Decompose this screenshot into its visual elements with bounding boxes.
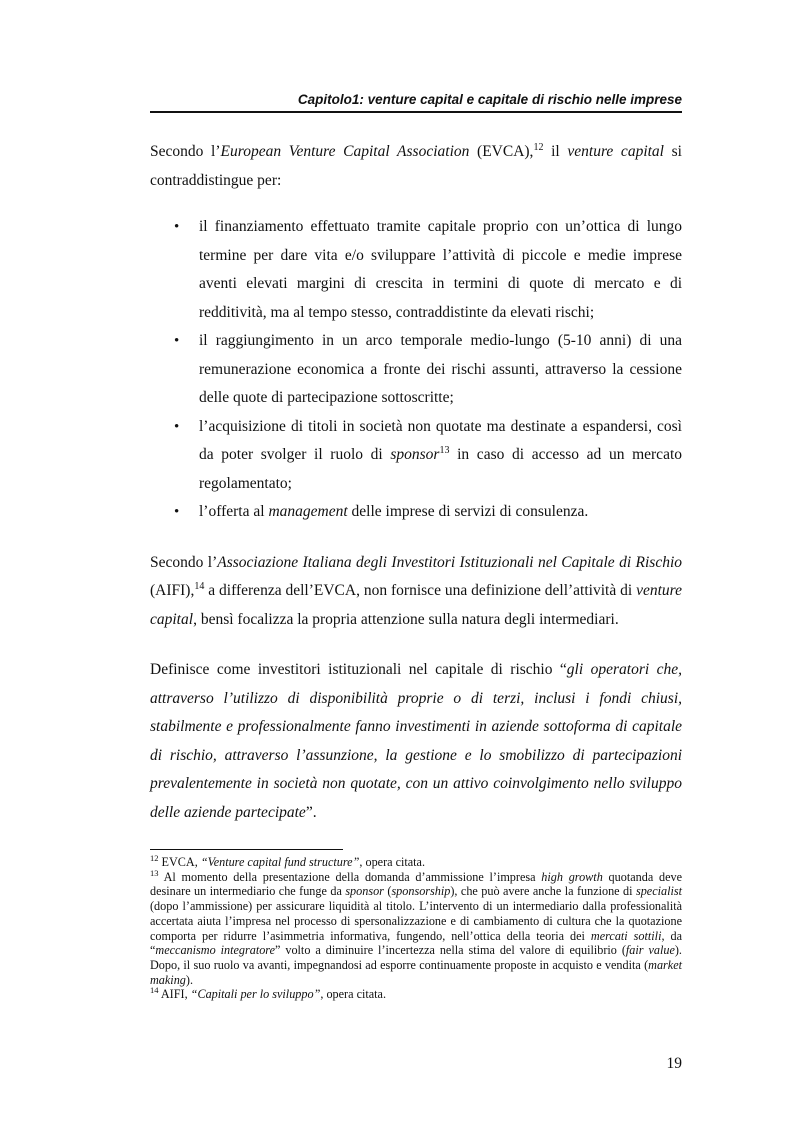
bullet-text-3a: l’acquisizione di titoli in società non quotate ma destinate a espandersi, così da poter svolger il ruolo di: [199, 417, 682, 463]
intro-text-4: il: [543, 143, 568, 160]
footnote-term: mercati sottili: [590, 928, 662, 943]
bullet-management: management: [268, 503, 348, 520]
footnote-term: market making: [150, 957, 682, 987]
list-item: [150, 327, 682, 413]
bullet-text-4a: l’offerta al: [199, 503, 269, 520]
footnote-term: sponsorship: [391, 884, 451, 899]
footnote-text: ), che può avere anche la funzione di: [450, 884, 636, 899]
footnote-text: Al momento della presentazione della domanda d’ammissione l’impresa: [158, 869, 542, 884]
bullet-list: [150, 213, 682, 527]
footnote-text: ). Dopo, il suo ruolo va avanti, impegnandosi ad esporre continuamente proposte in acquisto e vendita (: [150, 943, 682, 972]
footnote-text: (dopo l’ammissione) per assicurare liquidità al titolo. L’intervento di un intermediario dalla professionalità accertata aiuta l’impresa nel processo di spersonalizzazione e di cambiamento di cultura che la quotazione comporta per ridurre l’asimmetria informativa, fungendo, nell’ottica della teoria dei: [150, 899, 682, 943]
intro-evca-name: European Venture Capital Association: [220, 143, 470, 160]
footnote-13: [150, 867, 683, 988]
list-item: [150, 213, 682, 327]
list-item: [150, 413, 682, 499]
running-header: Capitolo1: venture capital e capitale di rischio nelle imprese: [297, 92, 682, 107]
footnote-title: “Capitali per lo sviluppo”: [190, 987, 321, 1002]
intro-text-1: Secondo l’: [150, 143, 221, 160]
footnote-term: high growth: [541, 869, 603, 884]
aifi-venture-capital: venture capital: [150, 582, 682, 628]
footnote-number: 12: [150, 852, 159, 863]
intro-text-3: (EVCA),: [469, 143, 534, 160]
bullet-sponsor: sponsor: [390, 446, 440, 463]
aifi-name: Associazione Italiana degli Investitori Istituzionali nel Capitale di Rischio: [217, 553, 683, 571]
footnote-14: [150, 987, 682, 1002]
footnote-term: fair value: [625, 943, 675, 958]
intro-venture-capital: venture capital: [567, 143, 664, 160]
footnote-text: (: [383, 884, 392, 899]
definition-text-1: Definisce come investitori istituzionali nel capitale di rischio “: [150, 661, 567, 678]
page-number: 19: [666, 1055, 682, 1072]
bullet-marker: •: [174, 418, 180, 435]
footnotes: [150, 852, 683, 1002]
footnote-text: , opera citata.: [359, 855, 426, 869]
aifi-text-4: a differenza dell’EVCA, non fornisce una definizione dell’attività di: [204, 582, 637, 599]
aifi-paragraph: [150, 549, 682, 635]
aifi-text-6: , bensì focalizza la propria attenzione sulla natura degli intermediari.: [193, 610, 619, 628]
footnote-ref-13[interactable]: 13: [439, 444, 450, 456]
bullet-text-1: il finanziamento effettuato tramite capitale proprio con un’ottica di lungo termine per dare vita e/o sviluppare l’attività di piccole e medie imprese aventi elevati margini di crescita in termini di quote di mercato e di redditività, ma al tempo stesso, contraddistinte da elevati rischi;: [199, 218, 682, 321]
intro-paragraph: [150, 138, 682, 195]
footnote-term: meccanismo integratore: [155, 943, 275, 958]
bullet-marker: •: [174, 219, 180, 235]
intro-text-6: si contraddistingue per:: [150, 143, 682, 189]
footnote-12: [150, 852, 682, 870]
footnote-text: , opera citata.: [320, 987, 386, 1002]
footnote-ref-12[interactable]: 12: [533, 141, 544, 153]
footnote-number: 13: [150, 867, 159, 878]
bullet-marker: •: [174, 504, 180, 520]
list-item: [150, 498, 682, 527]
footnote-term: sponsor: [345, 884, 384, 899]
footnote-ref-14[interactable]: 14: [194, 580, 205, 592]
bullet-marker: •: [174, 333, 180, 349]
footnote-text: quotanda deve desinare un intermediario che funge da: [150, 869, 682, 899]
footnote-title: “Venture capital fund structure”: [200, 855, 360, 869]
definition-paragraph: [150, 656, 682, 827]
definition-quote: gli operatori che, attraverso l’utilizzo di disponibilità proprie o di terzi, inclusi i fondi chiusi, stabilmente e professionalmente fanno investimenti in aziende sottoforma di capitale di rischio, attraverso l’assunzione, la gestione e lo smobilizzo di partecipazioni prevalentemente in società non quotate, con un attivo coinvolgimento nello sviluppo delle aziende partecipate: [150, 661, 682, 821]
footnote-rule: [150, 849, 343, 850]
definition-text-3: ”.: [305, 803, 317, 821]
bullet-text-4c: delle imprese di servizi di consulenza.: [347, 503, 589, 520]
aifi-text-1: Secondo l’: [150, 553, 218, 571]
footnote-term: specialist: [635, 884, 683, 899]
bullet-text-2: il raggiungimento in un arco temporale medio-lungo (5-10 anni) di una remunerazione economica a fronte dei rischi assunti, attraverso la cessione delle quote di partecipazione sottoscritte;: [199, 332, 682, 406]
main-text: [150, 138, 682, 827]
footnote-text: ” volto a diminuire l’incertezza nella stima del valore di equilibrio (: [275, 943, 626, 958]
footnote-text: ).: [185, 972, 193, 987]
header-rule: [150, 111, 682, 113]
aifi-text-3: (AIFI),: [150, 582, 195, 599]
bullet-text-3c: in caso di accesso ad un mercato regolamentato;: [199, 446, 682, 492]
footnote-text: , da “: [150, 928, 682, 958]
footnote-text: EVCA,: [158, 855, 201, 869]
footnote-text: AIFI,: [158, 987, 191, 1002]
footnote-number: 14: [150, 985, 159, 996]
